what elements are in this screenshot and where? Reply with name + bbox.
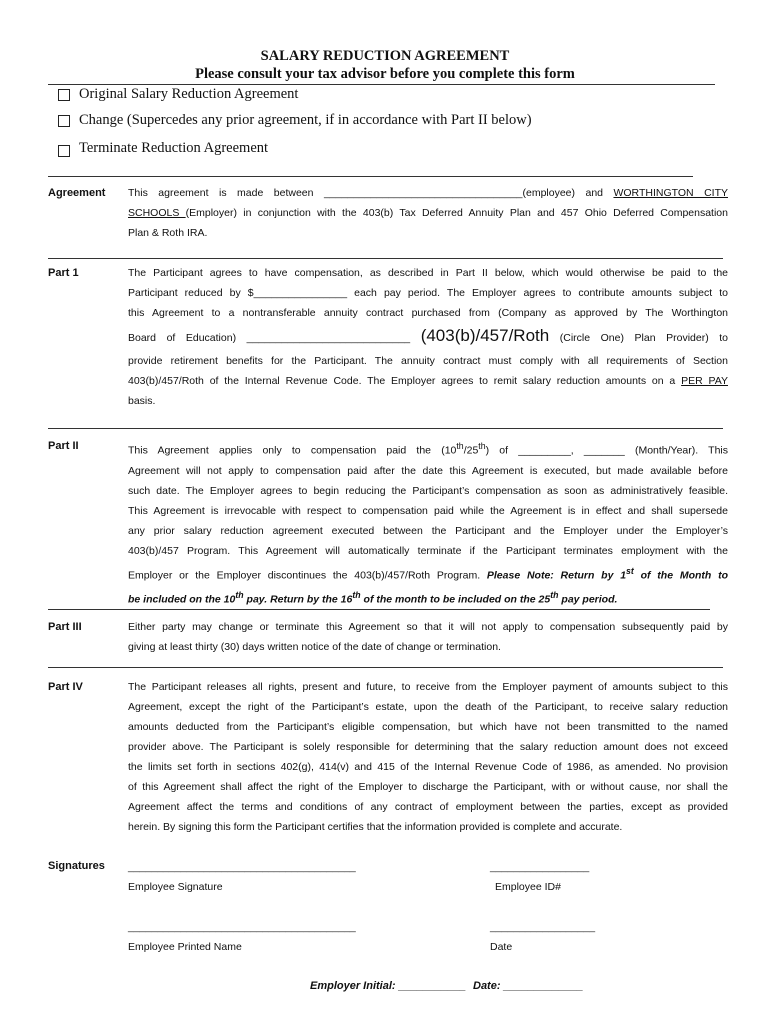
- text: Agreement, except the right of the Participant’s estate, upon the death of the Participant, to receive salary reduction: [128, 701, 728, 713]
- text: WORTHINGTON CITY: [613, 187, 728, 199]
- employer-date-text: Date: _____________: [473, 980, 584, 992]
- divider: [48, 609, 710, 610]
- checkbox-terminate[interactable]: [58, 145, 70, 157]
- employer-initial-text: Employer Initial: ___________: [310, 980, 466, 992]
- text: any prior salary reduction agreement executed between the Participant and the Employer under the Employer’s: [128, 524, 728, 537]
- text: ) of _________, _______ (Month/Year). This: [485, 444, 728, 457]
- part1-label: Part 1: [48, 267, 79, 279]
- text: giving at least thirty (30) days written notice of the date of change or termination.: [128, 641, 501, 653]
- divider: [48, 428, 723, 429]
- part2-label: Part II: [48, 440, 79, 452]
- date-line[interactable]: __________________: [490, 921, 596, 933]
- text: SCHOOLS: [128, 207, 186, 219]
- text: This Agreement is irrevocable with respect to compensation paid while the Agreement is in effect and shall supersede: [128, 504, 728, 517]
- text: 403(b)/457 Program. This Agreement will automatically terminate if the Participant terminates employment with the: [128, 544, 728, 557]
- checkbox-change[interactable]: [58, 115, 70, 127]
- text: Agreement will not apply to compensation paid after the date this Agreement is executed, but made available before: [128, 464, 728, 477]
- text: pay period.: [558, 593, 618, 606]
- agreement-label: Agreement: [48, 187, 106, 199]
- part3-label: Part III: [48, 621, 82, 633]
- text: of the month to be included on the 25: [360, 593, 551, 606]
- text: Board of Education) ____________________________: [128, 332, 421, 344]
- employee-printed-name-caption: Employee Printed Name: [128, 941, 242, 953]
- text: This agreement is made between __________________________________(employee) and: [128, 187, 614, 199]
- employee-printed-name-line[interactable]: _______________________________________: [128, 921, 356, 933]
- text: /25: [463, 444, 479, 457]
- divider: [48, 667, 723, 668]
- text: (Circle One) Plan Provider) to: [549, 332, 728, 344]
- agreement-text: [128, 183, 728, 243]
- divider: [48, 258, 723, 259]
- text: provide retirement benefits for the Participant. The annuity contract must comply with all requirements of Section: [128, 355, 728, 367]
- employee-id-caption: Employee ID#: [495, 881, 561, 893]
- option-change-label: Change (Supercedes any prior agreement, if in accordance with Part II below): [79, 112, 532, 128]
- option-change[interactable]: [58, 112, 532, 129]
- part3-text: [128, 617, 728, 657]
- text: (403(b)/457/Roth: [420, 326, 550, 345]
- option-terminate-label: Terminate Reduction Agreement: [79, 139, 269, 156]
- form-subtitle: Please consult your tax advisor before you complete this form: [195, 66, 575, 82]
- text: be included on the 10: [128, 593, 236, 606]
- text: th: [235, 590, 244, 600]
- part1-text: [128, 263, 728, 411]
- text: of this Agreement shall affect the right of the Employer to discharge the Participant, with or without cause, nor shall the: [128, 781, 728, 793]
- text: Participant reduced by $________________ each pay period. The Employer agrees to contribute amounts subject to: [128, 287, 728, 299]
- part2-text: [128, 436, 728, 610]
- text: th: [478, 441, 486, 451]
- signatures-label: Signatures: [48, 860, 105, 872]
- part4-text: [128, 677, 728, 837]
- text: (Employer) in conjunction with the 403(b) Tax Deferred Annuity Plan and 457 Ohio Deferred Compensation: [185, 207, 728, 219]
- employee-signature-line[interactable]: _______________________________________: [128, 861, 356, 873]
- text: The Participant agrees to have compensation, as described in Part II below, which would otherwise be paid to the: [128, 267, 728, 279]
- text: PER PAY: [681, 375, 728, 387]
- checkbox-original[interactable]: [58, 89, 70, 101]
- text: pay. Return by the 16: [243, 593, 353, 606]
- option-original[interactable]: [58, 86, 298, 103]
- text: this Agreement to a nontransferable annuity contract purchased from (Company as approved by The Worthington: [128, 307, 728, 319]
- employee-id-line[interactable]: _________________: [490, 861, 590, 873]
- text: Agreement affect the terms and conditions of any contract of employment between the parties, except as provided: [128, 801, 728, 813]
- text: Either party may change or terminate this Agreement so that it will not apply to compensation subsequently paid by: [128, 621, 728, 633]
- option-terminate[interactable]: [58, 139, 268, 157]
- text: th: [550, 590, 559, 600]
- employer-initial: [310, 980, 583, 992]
- text: provider above. The Participant is solely responsible for determining that the salary reduction amount does not exceed: [128, 741, 728, 753]
- part4-label: Part IV: [48, 681, 83, 693]
- text: herein. By signing this form the Participant certifies that the information provided is complete and accurate.: [128, 821, 623, 833]
- text: Plan & Roth IRA.: [128, 227, 208, 239]
- date-caption: Date: [490, 941, 513, 953]
- text: This Agreement applies only to compensation paid the (10: [128, 444, 457, 457]
- text: amounts deducted from the Participant’s eligible compensation, but which have not been transmitted to the named: [128, 721, 728, 733]
- text: th: [456, 441, 464, 451]
- text: Please Note: Return by 1: [486, 569, 627, 581]
- text: of the Month to: [633, 569, 728, 581]
- text: such date. The Employer agrees to begin reducing the Participant’s compensation as soon as administratively feasible.: [128, 484, 728, 497]
- text: th: [352, 590, 361, 600]
- employee-signature-caption: Employee Signature: [128, 881, 223, 893]
- text: Employer or the Employer discontinues the 403(b)/457/Roth Program.: [128, 569, 487, 581]
- text: st: [626, 565, 634, 576]
- divider: [48, 176, 693, 177]
- text: the limits set forth in sections 402(g), 414(v) and 415 of the Internal Revenue Code of 1986, as amended. No provision: [128, 761, 728, 773]
- text: basis.: [128, 395, 156, 407]
- text: The Participant releases all rights, present and future, to receive from the Employer payment of amounts subject to this: [128, 681, 728, 693]
- option-original-label: Original Salary Reduction Agreement: [79, 86, 299, 102]
- form-title: SALARY REDUCTION AGREEMENT: [260, 48, 510, 64]
- text: 403(b)/457/Roth of the Internal Revenue Code. The Employer agrees to remit salary reduction amounts on a: [128, 375, 682, 387]
- divider: [48, 84, 715, 85]
